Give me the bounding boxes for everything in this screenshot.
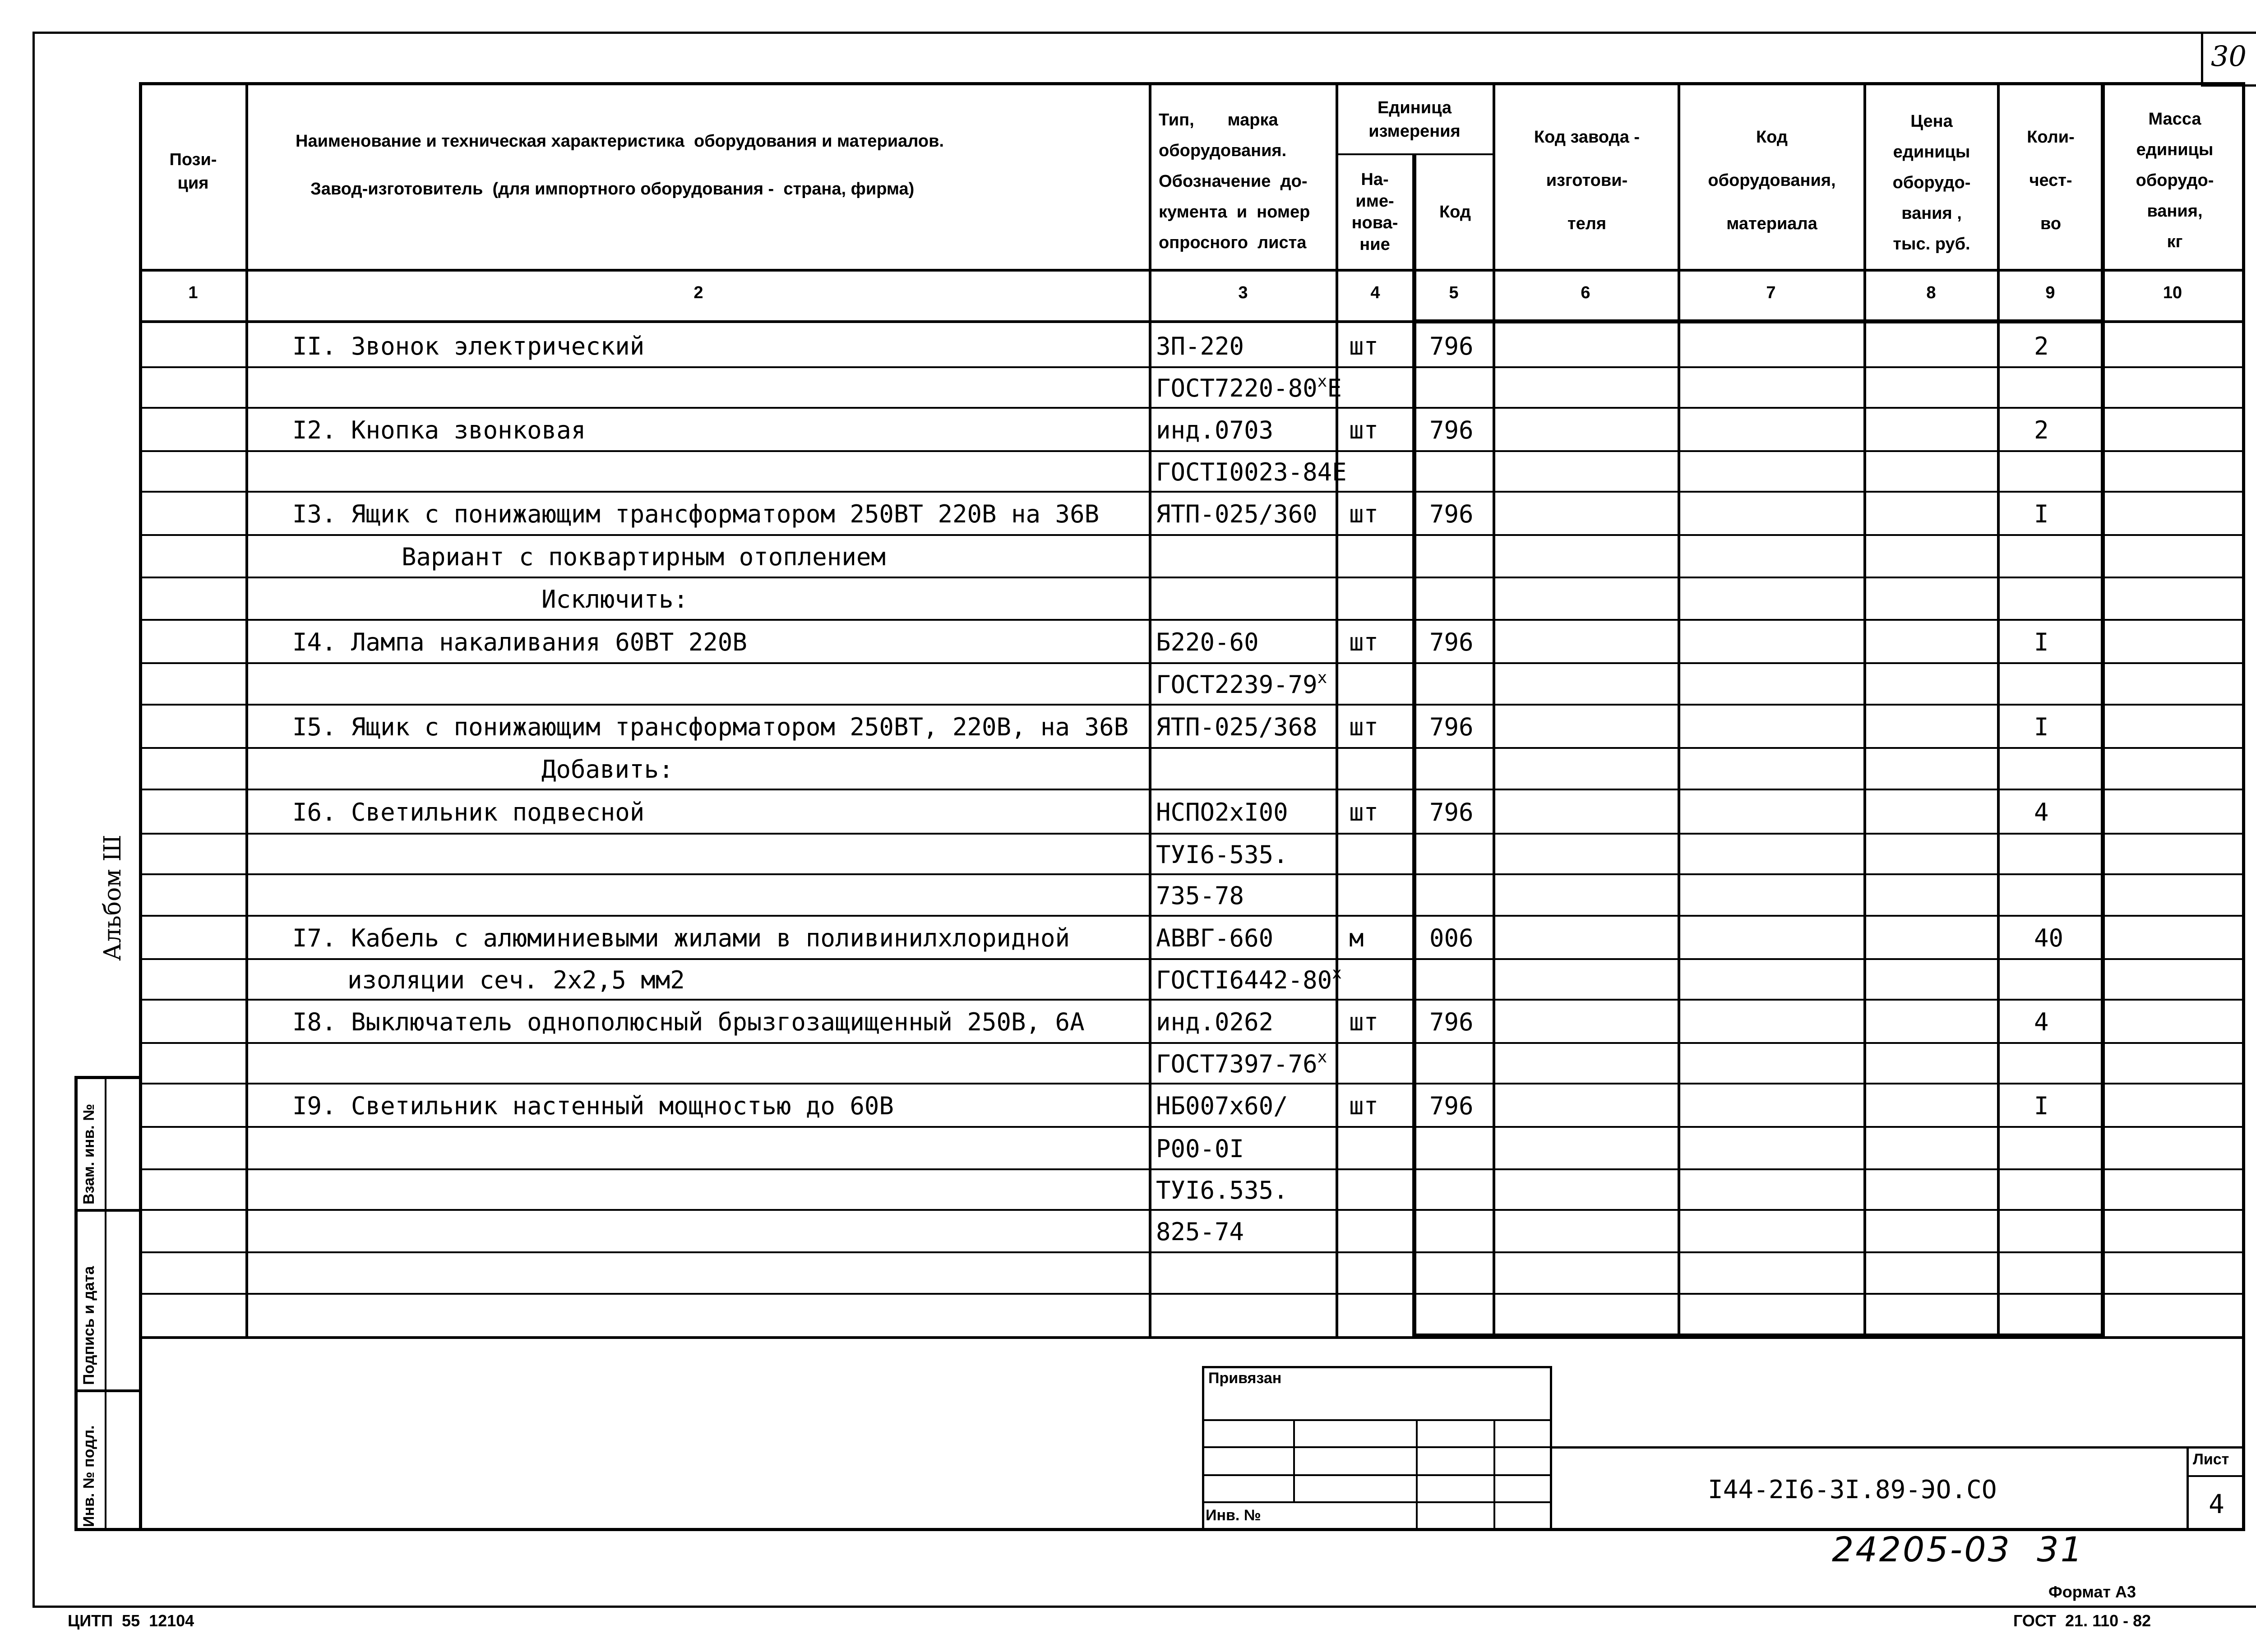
row-line [139,958,2245,960]
col-line-4 [1412,153,1416,1336]
header-price: Цена единицы оборудо- вания , тыс. руб. [1892,112,1971,254]
row-unit: шт [1349,416,1379,444]
row-type [1156,501,1335,528]
row-type-text: ЯТП-025/368 [1156,713,1318,741]
column-number-8: 8 [1926,283,1936,302]
row-type [1156,629,1335,656]
column-number-5: 5 [1449,283,1459,302]
row-code: 796 [1429,416,1474,444]
header-equipment-code: Код оборудования, материала [1708,128,1836,233]
table-body-bottom [139,1336,2245,1339]
row-type-text: инд.0703 [1156,416,1274,444]
row-quantity: 4 [2034,1008,2049,1036]
stamp-vline-a [1293,1419,1295,1501]
row-quantity: I [2034,500,2049,528]
row-type-text: 825-74 [1156,1218,1244,1246]
stamp-line-c [1202,1474,1552,1476]
row-type [1156,799,1335,826]
row-line [139,366,2245,368]
row-unit: шт [1349,1008,1379,1036]
row-type [1156,372,1342,402]
row-quantity: I [2034,713,2049,741]
row-type-text: ТУI6.535. [1156,1176,1288,1204]
title-block-top [1551,1446,2245,1449]
column-number-2: 2 [693,283,703,302]
row-name: I7. Кабель с алюминиевыми жилами в поливинилхлоридной [292,924,1070,952]
row-type [1156,1218,1335,1246]
row-type-text: Б220-60 [1156,628,1259,656]
row-type [1156,964,1342,994]
inv-podl-label: Инв. № подл. [80,1425,97,1527]
page-number: 30 [2211,40,2247,73]
stamp-line-d [1202,1501,1552,1503]
row-name: I2. Кнопка звонковая [292,416,586,444]
row-type-text: Р00-0I [1156,1135,1244,1163]
header-name-line1: Наименование и техническая характеристика оборудования и материалов. [296,132,944,151]
footer-citp: ЦИТП 55 12104 [68,1611,194,1630]
row-type-text: АВВГ-660 [1156,924,1274,952]
stamp-line-a [1202,1419,1552,1421]
row-name: I6. Светильник подвесной [292,798,645,826]
row-line [139,450,2245,452]
row-code: 006 [1429,924,1474,952]
column-number-7: 7 [1766,283,1776,302]
row-line [139,491,2245,493]
row-type-text: 735-78 [1156,881,1244,910]
column-number-3: 3 [1238,283,1248,302]
header-position: Пози- ция [169,150,217,193]
row-type [1156,1135,1335,1163]
col-line-4-top [1413,153,1415,275]
footer-format: Формат А3 [2048,1583,2136,1601]
stamp-vline-b [1416,1419,1418,1531]
row-name: Добавить: [541,755,674,784]
unit-header-divider [1336,153,1493,155]
row-type-text: ЯТП-025/360 [1156,500,1318,528]
handwritten-number: 24205-03 31 [1832,1529,2084,1569]
stamp-privyazan-label: Привязан [1208,1370,1282,1387]
row-line [139,833,2245,835]
row-type [1156,1093,1335,1120]
row-type [1156,1177,1335,1204]
row-unit: шт [1349,798,1379,826]
row-unit: шт [1349,1092,1379,1120]
sheet-number: 4 [2209,1489,2224,1519]
podpis-data-label: Подпись и дата [80,1266,97,1385]
vzam-inv-label: Взам. инв. № [80,1103,97,1204]
row-type [1156,671,1335,698]
row-line [139,577,2245,578]
row-line [139,534,2245,536]
header-unit: Единица измерения [1368,98,1461,141]
header-bottom-line [139,269,2245,272]
album-label: Альбом Ш [99,835,126,961]
row-quantity: 2 [2034,332,2049,360]
column-number-6: 6 [1581,283,1590,302]
row-type [1156,1009,1335,1036]
row-unit: шт [1349,628,1379,656]
row-code: 796 [1429,1008,1474,1036]
row-name: изоляции сеч. 2х2,5 мм2 [347,966,685,994]
row-line [139,1251,2245,1253]
row-type-text: НСПО2хI00 [1156,798,1288,826]
row-line [139,704,2245,706]
header-mass: Масса единицы оборудо- вания, кг [2136,110,2214,251]
row-line [139,747,2245,749]
row-line [139,789,2245,790]
row-type-superscript: х [1317,372,1327,391]
bold-data-top [1412,319,2105,323]
row-name: I5. Ящик с понижающим трансформатором 250ВТ, 220В, на 36В [292,713,1129,741]
footer-gost: ГОСТ 21. 110 - 82 [2013,1611,2151,1630]
row-type-text: ЗП-220 [1156,332,1244,360]
column-number-4: 4 [1370,283,1380,302]
header-unit-name: На- име- нова- ние [1351,170,1398,254]
row-type-text: инд.0262 [1156,1008,1274,1036]
stamp-inv-label: Инв. № [1206,1507,1261,1524]
row-line [139,1042,2245,1044]
row-line [139,407,2245,409]
row-code: 796 [1429,1092,1474,1120]
side-strip-sep-1 [74,1209,142,1212]
row-code: 796 [1429,500,1474,528]
column-number-1: 1 [188,283,198,302]
header-type: Тип, марка оборудования. Обозначение до- кумента и номер опросного листа [1159,111,1310,252]
row-code: 796 [1429,798,1474,826]
row-name: I8. Выключатель однополюсный брызгозащищенный 250В, 6А [292,1008,1085,1036]
row-name: I9. Светильник настенный мощностью до 60В [292,1092,894,1120]
row-type [1156,1048,1335,1078]
row-type [1156,714,1335,741]
sheet-box-divider [2187,1475,2245,1477]
row-type-superscript: х [1317,1048,1327,1066]
row-quantity: I [2034,1092,2049,1120]
row-type-text: ГОСТ7220-80 [1156,374,1318,402]
row-code: 796 [1429,713,1474,741]
header-factory-code: Код завода - изготови- теля [1534,128,1640,233]
row-line [139,1083,2245,1084]
row-name: I4. Лампа накаливания 60ВТ 220В [292,628,747,656]
row-code: 796 [1429,628,1474,656]
row-line [139,1126,2245,1128]
row-type-superscript: х [1317,669,1327,687]
header-quantity: Коли- чест- во [2027,128,2075,233]
stamp-vline-c [1493,1419,1495,1531]
row-type [1156,333,1335,360]
row-type [1156,925,1335,952]
row-line [139,662,2245,664]
column-number-10: 10 [2163,283,2182,302]
row-quantity: 4 [2034,798,2049,826]
row-name: II. Звонок электрический [292,332,645,360]
row-type-text: ГОСТ2239-79 [1156,670,1318,699]
row-quantity: I [2034,628,2049,656]
side-strip-sep-2 [74,1389,142,1392]
row-line [139,619,2245,621]
row-type-text: ГОСТI0023-84Е [1156,458,1347,486]
row-line [139,1293,2245,1295]
row-line [139,1168,2245,1170]
row-unit: м [1349,924,1364,952]
row-name: Исключить: [541,585,689,614]
row-type-suffix: Е [1327,374,1342,402]
row-name: I3. Ящик с понижающим трансформатором 250ВТ 220В на 36В [292,500,1100,528]
row-type [1156,882,1335,909]
row-line [139,999,2245,1001]
row-type-text: ТУI6-535. [1156,840,1288,869]
sheet-label: Лист [2193,1451,2229,1468]
row-type-text: ГОСТI6442-80 [1156,966,1332,994]
row-unit: шт [1349,332,1379,360]
row-line [139,1209,2245,1211]
row-line [139,915,2245,917]
row-quantity: 40 [2034,924,2064,952]
header-name-line2: Завод-изготовитель (для импортного оборудования - страна, фирма) [310,180,915,198]
column-number-9: 9 [2045,283,2055,302]
side-strip-divider [105,1076,106,1531]
document-code: I44-2I6-3I.89-ЭО.СО [1708,1475,1997,1504]
stamp-line-b [1202,1446,1552,1448]
row-line [139,873,2245,875]
row-type [1156,417,1335,444]
row-type-superscript: х [1332,964,1342,983]
row-quantity: 2 [2034,416,2049,444]
row-type [1156,458,1347,486]
row-type-text: ГОСТ7397-76 [1156,1050,1318,1078]
row-unit: шт [1349,713,1379,741]
row-code: 796 [1429,332,1474,360]
row-type-text: НБ007х60/ [1156,1092,1288,1120]
header-unit-code: Код [1439,203,1471,221]
row-name: Вариант с поквартирным отоплением [402,543,886,571]
row-unit: шт [1349,500,1379,528]
row-type [1156,841,1335,868]
